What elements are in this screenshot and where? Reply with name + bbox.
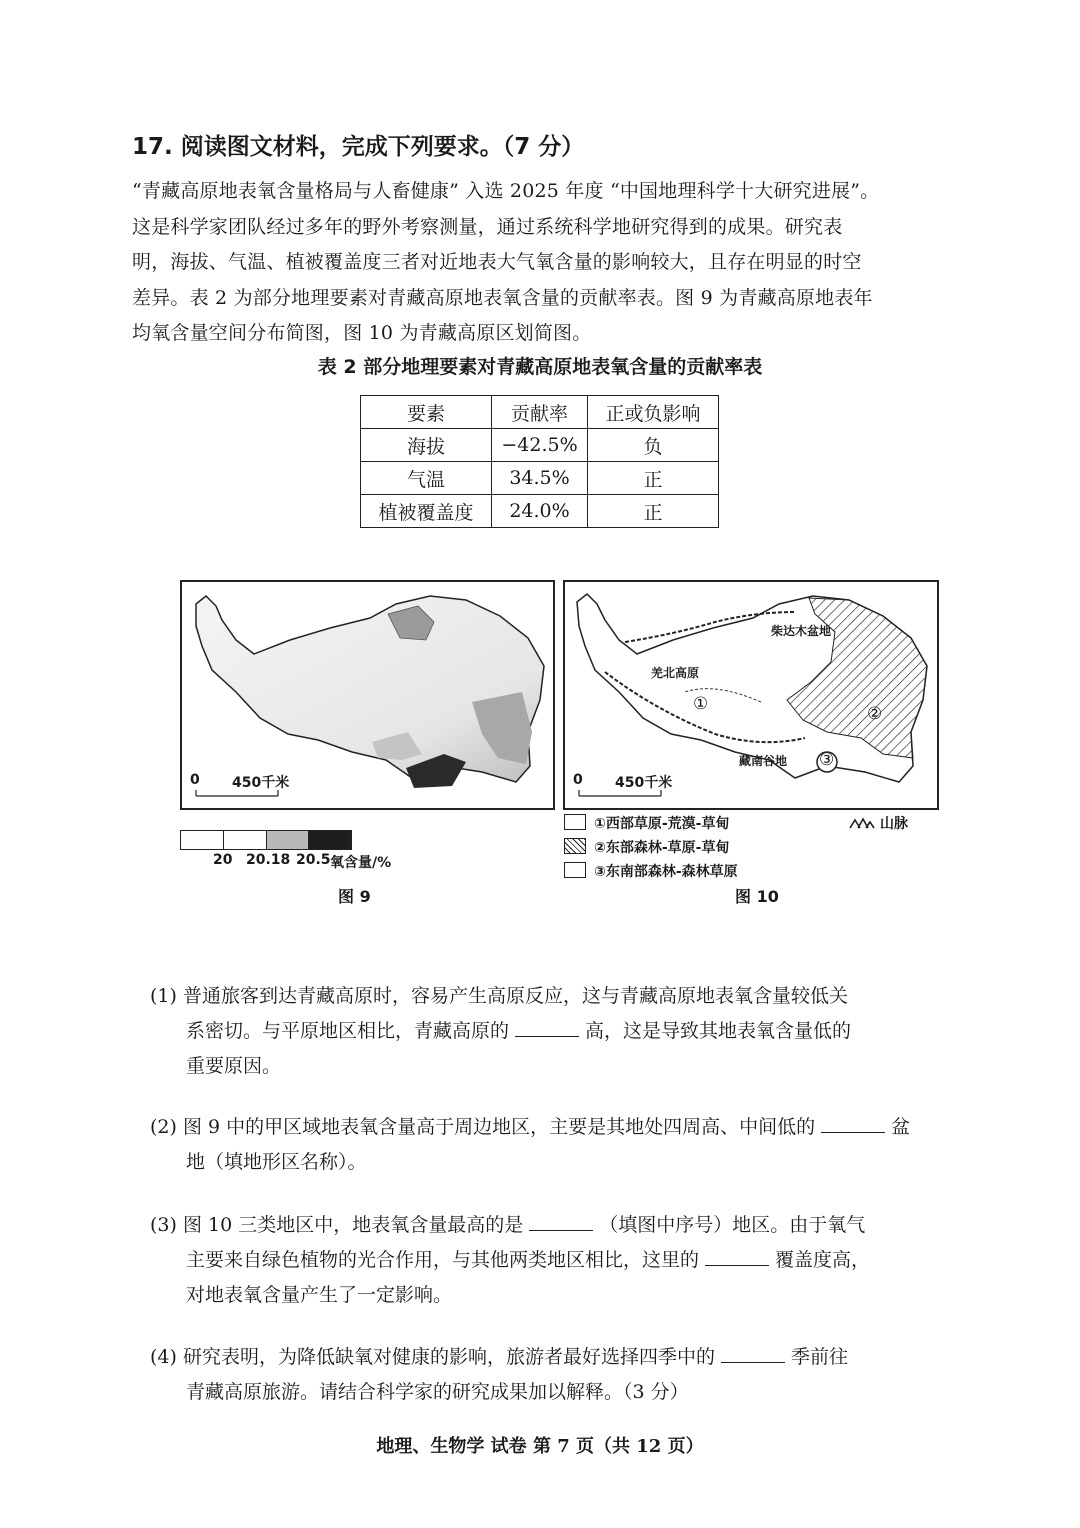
fig10-scale-zero: 0 <box>573 772 583 788</box>
table-header-row <box>361 396 719 429</box>
region-mark-1: ① <box>693 694 709 714</box>
legend-tick: 20.18 <box>246 852 291 868</box>
table-cell: 正 <box>588 495 719 528</box>
subquestion-line <box>150 1110 980 1145</box>
answer-blank[interactable] <box>515 1018 579 1037</box>
paragraph-line: 这是科学家团队经过多年的野外考察测量，通过系统科学地研究得到的成果。研究表 <box>132 215 843 238</box>
legend-tick: 20.5 <box>296 852 331 868</box>
text-span: (4) 研究表明，为降低缺氧对健康的影响，旅游者最好选择四季中的 <box>150 1346 715 1368</box>
paragraph-line: “青藏高原地表氧含量格局与人畜健康” 入选 2025 年度 “中国地理科学十大研究进展”。 <box>132 180 880 202</box>
answer-blank[interactable] <box>705 1247 769 1266</box>
answer-blank[interactable] <box>529 1212 593 1231</box>
basin-label: 柴达木盆地 <box>771 624 832 638</box>
legend-unit: 氧含量/% <box>330 855 392 871</box>
subquestion-line <box>150 1243 980 1278</box>
text-span: (3) 图 10 三类地区中，地表氧含量最高的是 <box>150 1214 524 1236</box>
page-footer: 地理、生物学 试卷 第 7 页（共 12 页） <box>376 1436 704 1457</box>
table-row <box>361 429 719 462</box>
region-mark-3: ③ <box>819 750 835 770</box>
fig10-scale-label: 450千米 <box>615 775 673 791</box>
table-cell: 植被覆盖度 <box>361 495 492 528</box>
paragraph-line: 差异。表 2 为部分地理要素对青藏高原地表氧含量的贡献率表。图 9 为青藏高原地表年 <box>132 286 873 309</box>
table-cell: 负 <box>588 429 719 462</box>
paragraph-line: 明，海拔、气温、植被覆盖度三者对近地表大气氧含量的影响较大，且存在明显的时空 <box>132 251 862 273</box>
subquestion-line: (1) 普通旅客到达青藏高原时，容易产生高原反应，这与青藏高原地表氧含量较低关 <box>150 985 848 1007</box>
legend-swatch <box>309 831 351 849</box>
legend-swatch-west <box>564 814 586 830</box>
legend-swatch <box>224 831 267 849</box>
answer-blank[interactable] <box>821 1114 885 1133</box>
table-cell: 34.5% <box>492 462 588 495</box>
text-span: 盆 <box>891 1116 911 1138</box>
contribution-table <box>360 395 719 528</box>
region-mark-2: ② <box>867 704 883 724</box>
text-span: 覆盖度高， <box>775 1249 871 1271</box>
text-span: 系密切。与平原地区相比，青藏高原的 <box>186 1020 510 1042</box>
legend-swatch <box>181 831 224 849</box>
subquestion-line <box>150 1014 980 1049</box>
subquestion-line: 青藏高原旅游。请结合科学家的研究成果加以解释。（3 分） <box>186 1381 689 1403</box>
legend-label: ①西部草原-荒漠-草甸 <box>594 816 730 832</box>
table-header-cell: 贡献率 <box>492 396 588 429</box>
legend-label: ②东部森林-草原-草甸 <box>594 840 730 856</box>
answer-blank[interactable] <box>721 1344 785 1363</box>
table-cell: 气温 <box>361 462 492 495</box>
text-span: 高，这是导致其地表氧含量低的 <box>585 1020 852 1042</box>
fig9-caption: 图 9 <box>338 887 371 906</box>
legend-tick: 20 <box>213 852 233 868</box>
fig9-scale-label: 450千米 <box>232 775 290 791</box>
text-span: 季前往 <box>790 1346 848 1368</box>
table-row <box>361 495 719 528</box>
subquestion-line: 重要原因。 <box>186 1055 282 1077</box>
text-span: （填图中序号）地区。由于氧气 <box>599 1214 866 1236</box>
text-span: 主要来自绿色植物的光合作用，与其他两类地区相比，这里的 <box>186 1249 700 1271</box>
intro-paragraph <box>132 174 962 352</box>
table-title: 表 2 部分地理要素对青藏高原地表氧含量的贡献率表 <box>317 356 763 378</box>
legend-label: ③东南部森林-森林草原 <box>594 864 738 880</box>
valley-label: 藏南谷地 <box>739 754 788 768</box>
mountain-icon <box>848 816 876 830</box>
subquestion-line: 对地表氧含量产生了一定影响。 <box>186 1284 453 1306</box>
fig9-legend-bar <box>180 830 352 850</box>
text-span: (2) 图 9 中的甲区域地表氧含量高于周边地区，主要是其地处四周高、中间低的 <box>150 1116 816 1138</box>
subquestion-2 <box>150 1110 980 1180</box>
subquestion-line <box>150 1208 980 1243</box>
table-header-cell: 要素 <box>361 396 492 429</box>
subquestion-3 <box>150 1208 980 1313</box>
table-row <box>361 462 719 495</box>
table-cell: 海拔 <box>361 429 492 462</box>
subquestion-1 <box>150 979 980 1084</box>
subquestion-line: 地（填地形区名称）。 <box>186 1151 367 1173</box>
fig10-map <box>563 580 939 810</box>
fig10-caption: 图 10 <box>735 887 779 906</box>
table-cell: 正 <box>588 462 719 495</box>
fig9-map <box>180 580 555 810</box>
qiangtang-label: 羌北高原 <box>651 666 700 680</box>
table-header-cell: 正或负影响 <box>588 396 719 429</box>
paragraph-line: 均氧含量空间分布简图，图 10 为青藏高原区划简图。 <box>132 322 592 344</box>
table-cell: −42.5% <box>492 429 588 462</box>
table-cell: 24.0% <box>492 495 588 528</box>
fig9-scale-zero: 0 <box>190 772 200 788</box>
question-title: 17. 阅读图文材料，完成下列要求。（7 分） <box>132 134 585 160</box>
mountain-legend-label: 山脉 <box>880 816 908 832</box>
subquestion-4 <box>150 1340 980 1410</box>
legend-swatch-east <box>564 838 586 854</box>
subquestion-line <box>150 1340 980 1375</box>
legend-swatch <box>267 831 310 849</box>
legend-swatch-southeast <box>564 862 586 878</box>
